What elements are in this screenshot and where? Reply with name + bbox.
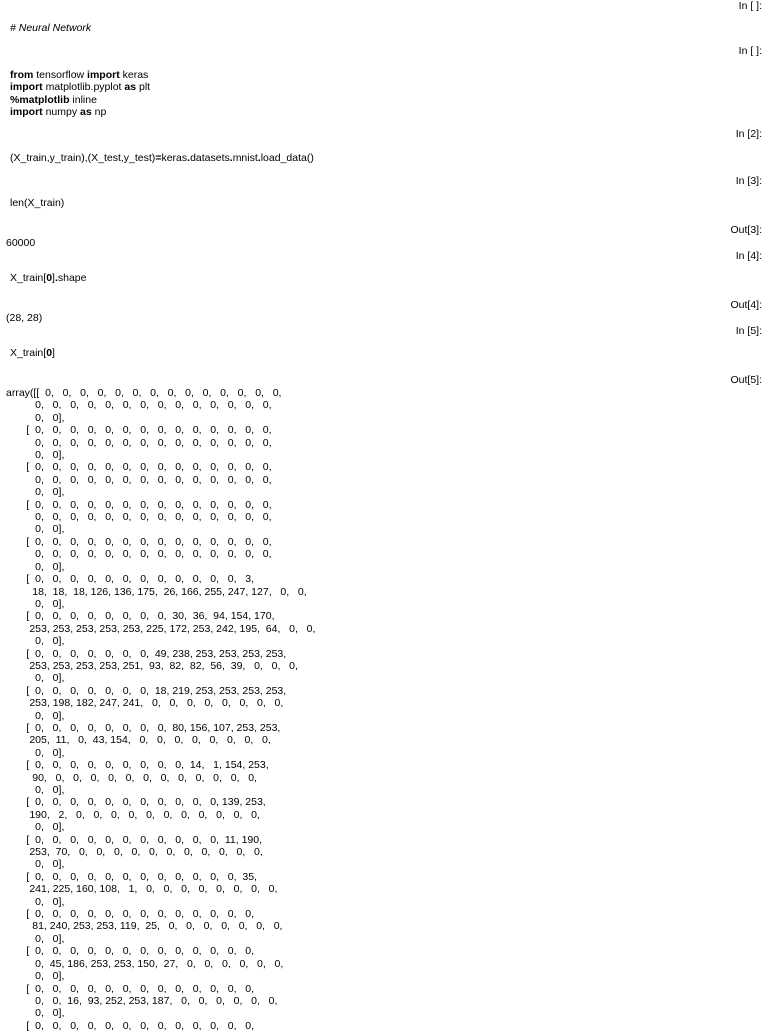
code-keyword: 0	[46, 272, 53, 284]
cell-prompt: In [3]:	[735, 175, 762, 187]
array-output-line: 205, 11, 0, 43, 154, 0, 0, 0, 0, 0, 0, 0, 0,	[6, 734, 271, 747]
markdown-cell-title[interactable]: # Neural Network	[10, 22, 92, 34]
output-shape: (28, 28)	[6, 312, 43, 324]
code-keyword: .	[187, 152, 191, 164]
code-text: X_train[	[10, 347, 47, 359]
array-output-line: 18, 18, 18, 126, 136, 175, 26, 166, 255, 247, 127, 0, 0,	[6, 585, 307, 598]
code-text: keras	[119, 69, 149, 81]
output-array	[6, 387, 688, 1032]
array-output-line: 0, 0],	[6, 635, 65, 648]
code-cell-len[interactable]	[10, 197, 688, 209]
array-output-line: [ 0, 0, 0, 0, 0, 0, 0, 0, 0, 14, 1, 154, 253,	[6, 759, 269, 772]
cell-prompt: In [ ]:	[738, 45, 762, 57]
array-output-line: 0, 0],	[6, 895, 65, 908]
array-output-line: 0, 0, 0, 0, 0, 0, 0, 0, 0, 0, 0, 0, 0, 0,	[6, 473, 272, 486]
array-output-line: [ 0, 0, 0, 0, 0, 0, 0, 0, 0, 0, 0, 139, 253,	[6, 796, 266, 809]
code-text: plt	[136, 81, 151, 94]
code-text: mnist	[232, 152, 258, 164]
cell-prompt: In [4]:	[735, 250, 762, 262]
code-text: (X_train,y_train),(X_test,y_test)	[10, 152, 156, 164]
code-text: datasets	[190, 152, 230, 164]
array-output-line: 190, 2, 0, 0, 0, 0, 0, 0, 0, 0, 0, 0, 0,	[6, 808, 260, 821]
code-text: keras	[161, 152, 188, 164]
code-keyword: as	[124, 81, 137, 94]
array-output-line: [ 0, 0, 0, 0, 0, 0, 0, 0, 0, 0, 0, 11, 190,	[6, 833, 263, 846]
array-output-line: 0, 0],	[6, 449, 65, 462]
code-text: load_data()	[260, 152, 314, 164]
code-text: matplotlib.pyplot	[42, 81, 125, 94]
array-output-line: 0, 0],	[6, 970, 65, 983]
code-text: inline	[69, 93, 97, 106]
array-output-line: [ 0, 0, 0, 0, 0, 0, 0, 0, 0, 0, 0, 0, 35,	[6, 870, 257, 883]
code-keyword: as	[80, 106, 92, 119]
array-output-line: [ 0, 0, 0, 0, 0, 0, 0, 0, 80, 156, 107, 253, 253,	[6, 721, 281, 734]
array-output-line: 253, 70, 0, 0, 0, 0, 0, 0, 0, 0, 0, 0, 0,	[6, 846, 263, 859]
code-line	[10, 94, 688, 106]
array-output-line: 0, 0, 16, 93, 252, 253, 187, 0, 0, 0, 0, 0, 0,	[6, 994, 278, 1007]
code-text: ]	[52, 347, 55, 359]
code-keyword: .	[257, 152, 261, 164]
code-cell-first-image[interactable]	[10, 347, 688, 359]
array-output-line: 241, 225, 160, 108, 1, 0, 0, 0, 0, 0, 0, 0, 0,	[6, 883, 278, 896]
code-keyword: from	[10, 69, 34, 81]
code-text: shape	[57, 272, 87, 284]
array-output-line: 0, 0],	[6, 746, 65, 759]
array-output-line: [ 0, 0, 0, 0, 0, 0, 0, 18, 219, 253, 253, 253, 253,	[6, 684, 287, 697]
array-output-line: 0, 0],	[6, 486, 65, 499]
output-len: 60000	[6, 237, 36, 249]
array-output-line: 0, 45, 186, 253, 253, 150, 27, 0, 0, 0, 0, 0, 0,	[6, 957, 284, 970]
code-text: tensorflow	[33, 69, 88, 81]
array-output-line: 0, 0],	[6, 821, 65, 834]
code-text: np	[91, 106, 107, 119]
array-output-line: 253, 253, 253, 253, 251, 93, 82, 82, 56, 39, 0, 0, 0,	[6, 659, 298, 672]
code-text: len(X_train)	[10, 197, 65, 209]
array-output-line: [ 0, 0, 0, 0, 0, 0, 0, 0, 30, 36, 94, 154, 170,	[6, 610, 275, 623]
code-line	[10, 152, 688, 164]
array-output-line: 0, 0, 0, 0, 0, 0, 0, 0, 0, 0, 0, 0, 0, 0,	[6, 511, 272, 524]
array-output-line: 0, 0],	[6, 597, 65, 610]
code-keyword: 0	[46, 347, 53, 359]
output-prompt: Out[5]:	[730, 374, 762, 386]
output-prompt: Out[4]:	[730, 299, 762, 311]
array-output-line: 0, 0],	[6, 784, 65, 796]
cell-prompt: In [5]:	[735, 325, 762, 337]
code-keyword: =	[155, 152, 162, 164]
array-output-line: [ 0, 0, 0, 0, 0, 0, 0, 0, 0, 0, 0, 0, 0, 0,	[6, 424, 272, 437]
cell-prompt: In [ ]:	[738, 0, 762, 12]
array-output-line: [ 0, 0, 0, 0, 0, 0, 0, 0, 0, 0, 0, 0, 0,	[6, 908, 255, 921]
array-output-line: [ 0, 0, 0, 0, 0, 0, 0, 0, 0, 0, 0, 0, 0,	[6, 1019, 255, 1032]
code-keyword: import	[10, 106, 43, 119]
code-line	[10, 69, 688, 81]
array-output-line: 0, 0],	[6, 858, 65, 871]
array-output-line: 90, 0, 0, 0, 0, 0, 0, 0, 0, 0, 0, 0, 0,	[6, 771, 257, 784]
code-text: numpy	[42, 106, 81, 119]
code-line	[10, 81, 688, 93]
array-output-line: [ 0, 0, 0, 0, 0, 0, 0, 0, 0, 0, 0, 0, 0, 0,	[6, 498, 272, 511]
code-text: ]	[52, 272, 55, 284]
code-line	[10, 272, 688, 284]
array-output-line: 0, 0],	[6, 560, 65, 573]
array-output-line: 253, 198, 182, 247, 241, 0, 0, 0, 0, 0, 0, 0, 0,	[6, 697, 284, 710]
code-cell-shape[interactable]	[10, 272, 688, 284]
code-keyword: %matplotlib	[10, 93, 70, 106]
code-keyword: .	[229, 152, 233, 164]
array-output-line: [ 0, 0, 0, 0, 0, 0, 0, 0, 0, 0, 0, 0, 0, 0,	[6, 461, 272, 474]
array-output-line: 0, 0, 0, 0, 0, 0, 0, 0, 0, 0, 0, 0, 0, 0,	[6, 399, 272, 412]
array-output-line: [ 0, 0, 0, 0, 0, 0, 0, 0, 0, 0, 0, 0, 0, 0,	[6, 535, 272, 548]
array-output-line: 0, 0],	[6, 932, 65, 945]
array-output-line: 0, 0],	[6, 523, 65, 536]
code-text: X_train[	[10, 272, 47, 284]
array-output-line: [ 0, 0, 0, 0, 0, 0, 0, 0, 0, 0, 0, 0, 0,	[6, 982, 255, 995]
array-output-line: 0, 0],	[6, 1007, 65, 1020]
code-keyword: import	[10, 81, 43, 94]
array-output-line: 0, 0],	[6, 709, 65, 722]
array-output-line: 0, 0],	[6, 411, 65, 424]
code-keyword: import	[87, 69, 120, 81]
code-line	[10, 106, 688, 118]
array-output-line: 0, 0],	[6, 672, 65, 685]
array-output-line: [ 0, 0, 0, 0, 0, 0, 0, 49, 238, 253, 253, 253, 253,	[6, 647, 287, 660]
array-output-line: 81, 240, 253, 253, 119, 25, 0, 0, 0, 0, 0, 0, 0,	[6, 920, 283, 933]
code-line	[10, 347, 688, 359]
output-prompt: Out[3]:	[730, 224, 762, 236]
array-output-line: 0, 0, 0, 0, 0, 0, 0, 0, 0, 0, 0, 0, 0, 0,	[6, 436, 272, 449]
array-output-line: [ 0, 0, 0, 0, 0, 0, 0, 0, 0, 0, 0, 0, 0,	[6, 945, 255, 958]
array-output-line: [ 0, 0, 0, 0, 0, 0, 0, 0, 0, 0, 0, 0, 3,	[6, 573, 255, 586]
code-cell-imports[interactable]	[10, 69, 688, 119]
array-output-line: array([[ 0, 0, 0, 0, 0, 0, 0, 0, 0, 0, 0, 0, 0, 0,	[6, 387, 282, 399]
code-line	[10, 197, 688, 209]
code-keyword: .	[54, 272, 58, 284]
code-cell-load-data[interactable]	[10, 152, 688, 164]
array-output-line: 253, 253, 253, 253, 253, 225, 172, 253, 242, 195, 64, 0, 0,	[6, 622, 316, 635]
cell-prompt: In [2]:	[735, 128, 762, 140]
array-output-line: 0, 0, 0, 0, 0, 0, 0, 0, 0, 0, 0, 0, 0, 0,	[6, 548, 272, 561]
